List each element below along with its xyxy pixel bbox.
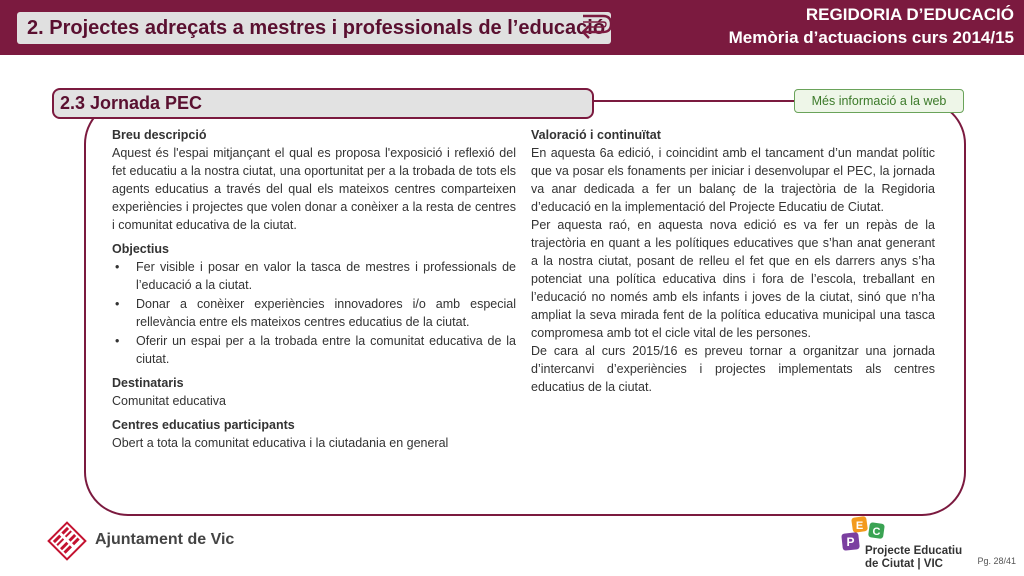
left-column (112, 126, 516, 452)
objectiu-item: • Donar a conèixer experiències innovadores i/o amb especial rellevància entre els mateixos centres educatius de la ciutat. (112, 295, 516, 331)
org-name: REGIDORIA D’EDUCACIÓ (805, 5, 1014, 24)
pec-letter-e: E (855, 520, 864, 532)
breu-heading: Breu descripció (112, 128, 207, 142)
destinataris-text: Comunitat educativa (112, 394, 226, 408)
ajuntament-vic-logo (45, 519, 89, 563)
valoracio-paragraph: En aquesta 6a edició, i coincidint amb el tancament d’un mandat polític que va posar els fonaments per iniciar i desenvolupar el PEC, la jornada va anar dedicada a fer un balanç de la trajectòria de la Regidoria d’educació en la implementació del Projecte Educatiu de Ciutat. (531, 146, 935, 214)
section-title: 2. Projectes adreçats a mestres i professionals de l’educació (27, 17, 606, 39)
breu-text: Aquest és l'espai mitjançant el qual es proposa l'exposició i reflexió del fet educatiu a la nostra ciutat, una oportunitat per a la trobada de tots els agents educatius a través del qual els mateixos centres comparteixen experiències i projectes que volen donar a conèixer a la resta de centres i comunitat educativa de la ciutat. (112, 146, 516, 232)
objectiu-item: • Fer visible i posar en valor la tasca de mestres i professionals de l’educació a la ciutat. (112, 258, 516, 294)
subsection-title: 2.3 Jornada PEC (60, 93, 203, 113)
valoracio-paragraph: De cara al curs 2015/16 es preveu tornar a organitzar una jornada d’intercanvi d’experiències i projectes implementats als centres educatius de la ciutat. (531, 344, 935, 394)
pec-letter-p: P (846, 535, 855, 549)
centres-heading: Centres educatius participants (112, 418, 295, 432)
destinataris-heading: Destinataris (112, 376, 184, 390)
valoracio-paragraph: Per aquesta raó, en aquesta nova edició es va fer un repàs de la trajectòria en quant a les polítiques educatives que s’han anat generant a la nostra ciutat, posant de relleu el fet que en els darrers anys s’ha potenciat una política educativa dins i fora de l’escola, treballant en l’educació no només amb els infants i joves de la ciutat, sinó que n’ha ampliat la seva mirada fent de la política educativa municipal una tasca compromesa amb tot el cicle vital de les persones. (531, 218, 935, 340)
pec-letter-c: C (872, 526, 881, 538)
page-number: Pg. 28/41 (977, 556, 1016, 566)
report-title: Memòria d’actuacions curs 2014/15 (728, 28, 1014, 47)
pec-line1: Projecte Educatiu (865, 545, 963, 557)
objectius-list (112, 258, 516, 368)
centres-text: Obert a tota la comunitat educativa i la ciutadania en general (112, 436, 449, 450)
objectius-heading: Objectius (112, 242, 169, 256)
pec-line2: de Ciutat | VIC (865, 558, 943, 570)
return-arrow-icon[interactable] (573, 10, 613, 46)
ajuntament-name: Ajuntament de Vic (95, 531, 235, 548)
objectiu-item: • Oferir un espai per a la trobada entre la comunitat educativa de la ciutat. (112, 332, 516, 368)
right-column (531, 126, 935, 396)
valoracio-heading: Valoració i continuïtat (531, 128, 661, 142)
more-info-web-link[interactable]: Més informació a la web (794, 89, 964, 113)
